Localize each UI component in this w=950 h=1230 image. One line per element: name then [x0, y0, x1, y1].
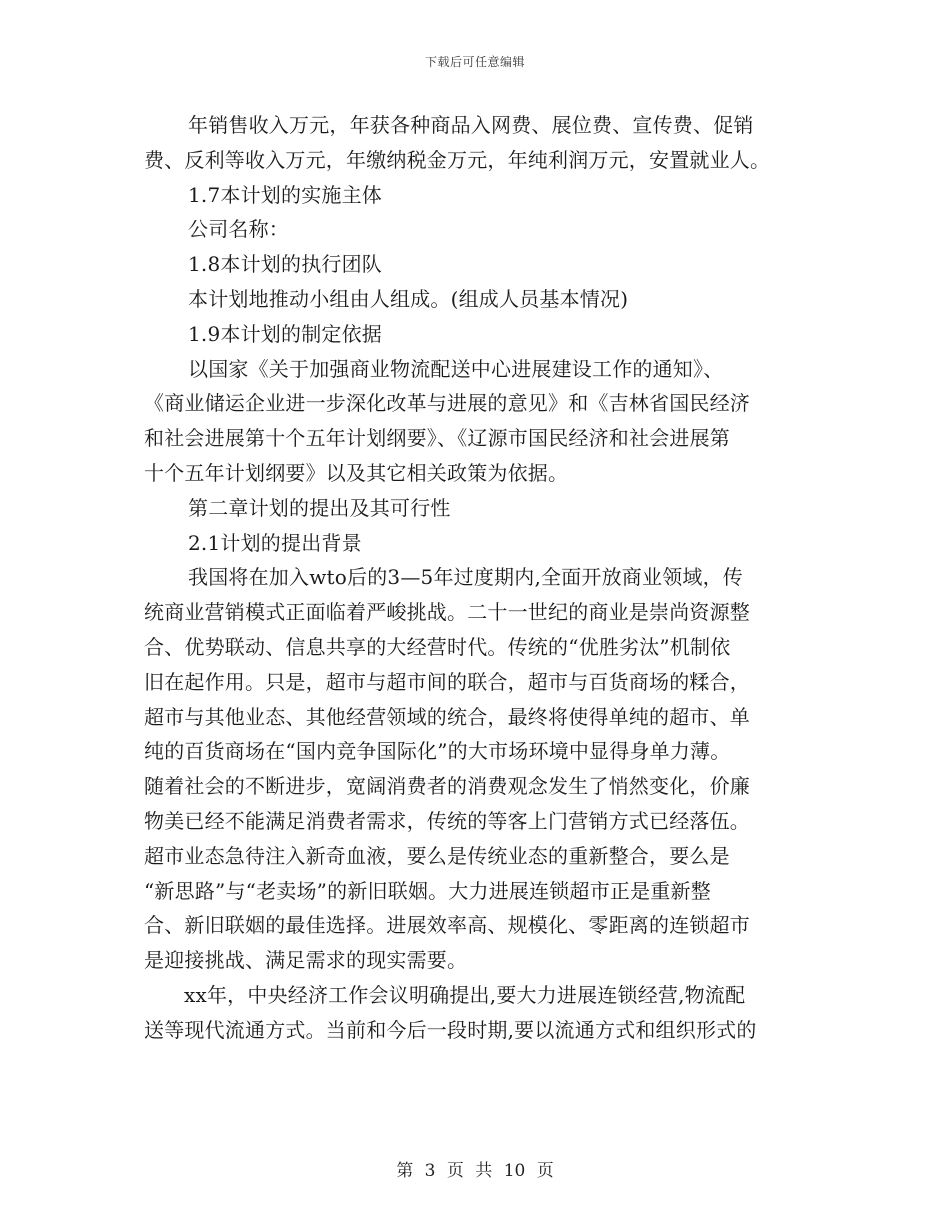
paragraph-line: 统商业营销模式正面临着严峻挑战。二十一世纪的商业是崇尚资源整 — [144, 600, 750, 625]
paragraph-line: xx年，中央经济工作会议明确提出,要大力进展连锁经营,物流配 — [184, 982, 746, 1007]
paragraph-line: 合、新旧联姻的最佳选择。进展效率高、规模化、零距离的连锁超市 — [144, 913, 750, 938]
paragraph-line: 旧在起作用。只是，超市与超市间的联合，超市与百货商场的糅合， — [144, 669, 750, 694]
paragraph-line: 是迎接挑战、满足需求的现实需要。 — [144, 948, 468, 973]
paragraph-line: 年销售收入万元，年获各种商品入网费、展位费、宣传费、促销 — [188, 113, 754, 137]
paragraph-line: 送等现代流通方式。当前和今后一段时期,要以流通方式和组织形式的 — [144, 1017, 757, 1042]
paragraph-line: 公司名称： — [188, 217, 289, 242]
paragraph-line: 和社会进展第十个五年计划纲要》、《辽源市国民经济和社会进展第 — [144, 426, 730, 451]
paragraph-line: 纯的百货商场在“国内竞争国际化”的大市场环境中显得身单力薄。 — [144, 739, 731, 764]
paragraph-line: 随着社会的不断进步，宽阔消费者的消费观念发生了悄然变化，价廉 — [144, 774, 750, 799]
paragraph-line: 费、反利等收入万元，年缴纳税金万元，年纯利润万元，安置就业人。 — [144, 147, 771, 172]
section-heading: 1.9本计划的制定依据 — [188, 321, 383, 346]
paragraph-line: 合、优势联动、信息共享的大经营时代。传统的“优胜劣汰”机制依 — [144, 634, 731, 659]
paragraph-line: 我国将在加入wto后的3—5年过度期内,全面开放商业领域，传 — [188, 565, 744, 590]
page-header-note: 下载后可任意编辑 — [424, 55, 525, 69]
paragraph-line: 本计划地推动小组由人组成。(组成人员基本情况) — [188, 286, 629, 311]
section-heading: 1.7本计划的实施主体 — [188, 182, 383, 207]
paragraph-line: 超市与其他业态、其他经营领域的统合，最终将使得单纯的超市、单 — [144, 704, 750, 729]
paragraph-line: 十个五年计划纲要》以及其它相关政策为依据。 — [144, 460, 569, 485]
section-heading: 2.1计划的提出背景 — [188, 530, 362, 555]
chapter-heading: 第二章计划的提出及其可行性 — [188, 495, 451, 520]
paragraph-line: 超市业态急待注入新奇血液，要么是传统业态的重新整合，要么是 — [144, 843, 730, 868]
paragraph-line: 以国家《关于加强商业物流配送中心进展建设工作的通知》、 — [188, 356, 724, 381]
section-heading: 1.8本计划的执行团队 — [188, 252, 383, 277]
paragraph-line: 《商业储运企业进一步深化改革与进展的意见》和《吉林省国民经济 — [144, 391, 750, 416]
document-body — [144, 108, 810, 1048]
paragraph-line: “新思路”与“老卖场”的新旧联姻。大力进展连锁超市正是重新整 — [144, 878, 711, 903]
paragraph-line: 物美已经不能满足消费者需求，传统的等客上门营销方式已经落伍。 — [144, 808, 750, 833]
page-number-footer: 第 3 页 共 10 页 — [396, 1161, 554, 1181]
